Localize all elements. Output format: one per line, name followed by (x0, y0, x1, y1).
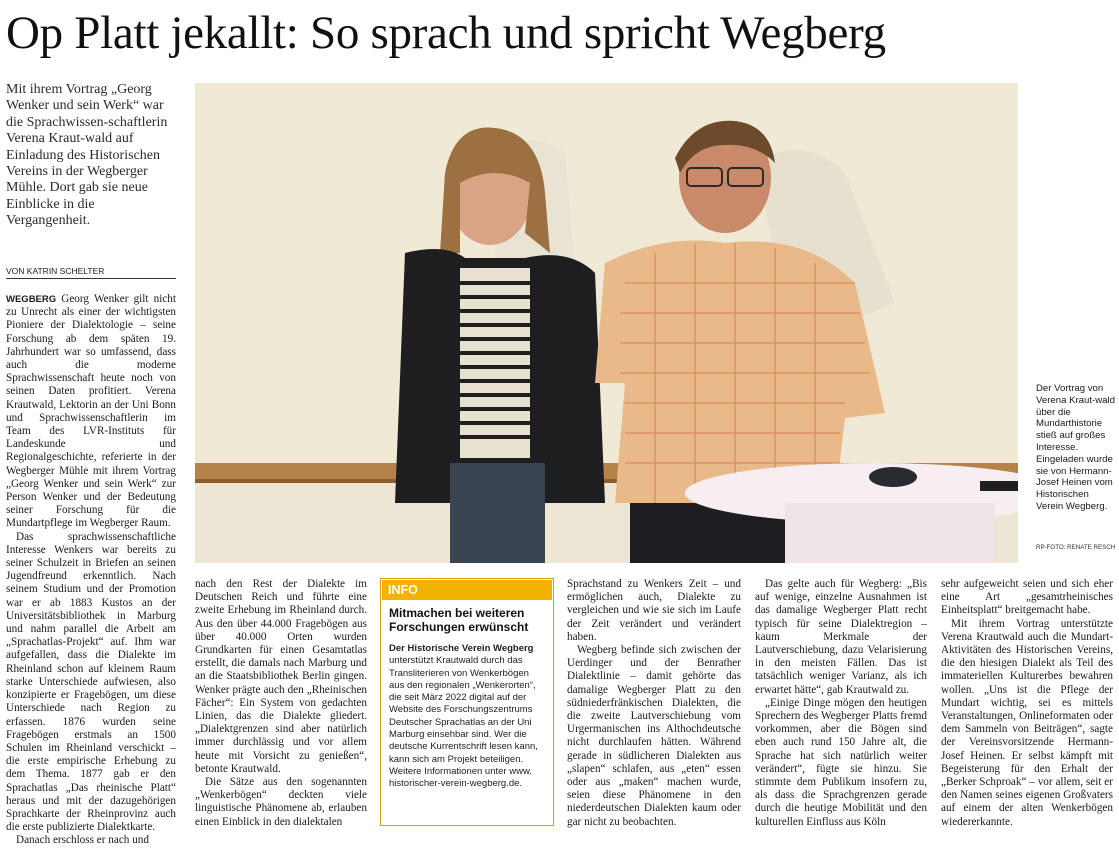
teaser-paragraph: Mit ihrem Vortrag „Georg Wenker und sein Werk“ war die Sprachwissen-schaftlerin Verena Kraut-wald auf Einladung des Historischen Vereins in der Wegberger Mühle. Dort gab sie neue Einblicke in die Vergangenheit. (6, 82, 168, 229)
col4-paragraph-1: Sprachstand zu Wenkers Zeit – und ermöglichen auch, Dialekte zu vergleichen und wie sie sich im Laufe der Zeit verändert und verändert haben. (567, 578, 741, 643)
headline: Op Platt jekallt: So sprach und spricht Wegberg (6, 7, 886, 59)
info-heading: Mitmachen bei weiteren Forschungen erwünscht (389, 606, 529, 634)
col2-paragraph-1: nach den Rest der Dialekte im Deutschen Reich und führte eine zweite Erhebung im Rheinland durch. Aus den über 44.000 Fragebögen aus über 40.000 Orten wurden Grundkarten für einen Gesamtatlas erstellt, die damals nach Marburg und an die Staatsbibliothek Berlin gingen. Wenker prägte auch den „Rheinischen Fächer“: Ein System von gedachten Linien, das die Dialekte gliedert. „Dialektgrenzen sind aber natürlich immer durchlässig und vor allem heute mit Vorsicht zu genießen“, betonte Krautwald. (195, 578, 367, 775)
byline: VON KATRIN SCHELTER (6, 265, 176, 279)
col5-paragraph-2: „Einige Dinge mögen den heutigen Sprechern des Wegberger Platts fremd vorkommen, aber die Bögen sind eben auch rund 150 Jahre alt, die Sprache hat sich natürlich weiter verändert“, fügte sie hinzu. Sie stimmte dem Publikum insofern zu, als dass die Sprachgrenzen gerade durch die heutige Mobilität und den kulturellen Einfluss aus Köln (755, 696, 927, 828)
dateline: WEGBERG (6, 294, 57, 305)
col5-paragraph-1: Das gelte auch für Wegberg: „Bis auf wenige, einzelne Ausnahmen ist das damalige Wegberger Platt recht typisch für seine Dialektregion – kaum Merkmale der Lautverschiebung, dazu Velarisierung in den meisten Fällen. Das ist tatsächlich weniger Varianz, als ich erwartet hätte“, gab Krautwald zu. (755, 578, 927, 696)
info-text: unterstützt Krautwald durch das Transliterieren von Wenkerbögen aus den regionalen „Wenkerorten“, die seit März 2022 digital auf der Website des Forschungszentrums Deutscher Sprachatlas an der Uni Marburg einsehbar sind. Wer die deutsche Kurrentschrift lesen kann, kann sich am Projekt beteiligen. Weitere Informationen unter www. historischer-verein-wegberg.de. (389, 655, 538, 790)
article-photo (195, 83, 1018, 563)
col1-paragraph-2: Das sprachwissenschaftliche Interesse Wenkers war bereits zu seiner Schulzeit in Briefen an seinen Jugendfreund erkenntlich. Nach seinem Studium und der Promotion war er ab 1883 Kustos an der Universitätsbibliothek in Marburg und nahm parallel die Arbeit am „Sprachatlas-Projekt“ auf. Ihm war aufgefallen, dass die Dialekte im Rheinland schon auf kleinem Raum starke Unterschiede aufwiesen, also konzipierte er Fragebögen, um diese Unterschiede nach Region zu erfassen. 1876 wurden seine Fragebögen erstmals an 1500 Schulen im Rheinland verschickt – die erste empirische Erhebung zu dem Thema. 1877 gab er den Sprachatlas „Das rheinische Platt“ heraus und mit der dazugehörigen Sprachkarte der Rheinprovinz auch die erste publizierte Dialektkarte. (6, 530, 176, 834)
article-column-2 (195, 578, 367, 829)
col6-paragraph-2: Mit ihrem Vortrag unterstützte Verena Krautwald auch die Mundart-Aktivitäten des Historischen Vereins, die den hiesigen Dialekt als Teil des immateriellen Kulturerbes bewahren wollen. „Uns ist die Pflege der Mundart wichtig, sei es mittels Veranstaltungen, Onlineformaten oder dem Sammeln von Beiträgen“, sagte der Vereinsvorsitzende Hermann-Josef Heinen. Er selbst kämpft mit Begeisterung für den Erhalt der „Berker Schproak“ – vor allem, seit er den Namen seines eigenen Großvaters auf einem der alten Wenkerbögen wiedererkannte. (941, 617, 1113, 828)
col6-paragraph-1: sehr aufgeweicht seien und sich eher eine Art „gesamtrheinisches Einheitsplatt“ breitgemacht habe. (941, 578, 1113, 617)
article-column-4 (567, 578, 741, 829)
info-label: INFO (382, 580, 552, 600)
photo-credit: RP-FOTO: RENATE RESCH (1036, 544, 1116, 551)
article-column-5 (755, 578, 927, 829)
col2-paragraph-2: Die Sätze aus den sogenannten „Wenkerbögen“ deckten viele linguistische Phänomene ab, erlauben einen Einblick in den dialektalen (195, 776, 367, 828)
photo-caption: Der Vortrag von Verena Kraut-wald über die Mundarthistorie stieß auf großes Interesse. Eingeladen wurde sie von Hermann-Josef Heinen vom Historischen Verein Wegberg. (1036, 383, 1115, 512)
col1-paragraph-1: Georg Wenker gilt nicht zu Unrecht als einer der wichtigsten Pioniere der Dialektologie – seine Forschung ab dem späten 19. Jahrhundert war so umfassend, dass auch die moderne Sprachwissenschaft heute noch von seinen Daten profitiert. Verena Krautwald, Lektorin an der Uni Bonn und Sprachwissenschaftlerin im Team des LVR-Instituts für Landeskunde und Regionalgeschichte, referierte in der Wegberger Mühle mit ihrem Vortrag „Georg Wenker und sein Werk“ zur Person Wenker und der Bedeutung seiner Forschung für die Mundartpflege im Wegberger Raum. (6, 293, 176, 530)
info-lead: Der Historische Verein Wegberg (389, 643, 534, 654)
article-column-6 (941, 578, 1113, 829)
col4-paragraph-2: Wegberg befinde sich zwischen der Uerdinger und der Benrather Dialektlinie – damit gehörte das damalige Wegberger Platt zu den südniederfränkischen Dialekten, die die zweite Lautverschiebung vom Urgermanischen ins Althochdeutsche nicht durchlaufen hätten. Während gerade in südlicheren Dialekten aus „slapen“ schlafen, aus „eten“ essen oder aus „maken“ machen wurde, seien diese Phänomene in den niederdeutschen Dialekten kaum oder gar nicht zu beobachten. (567, 644, 741, 828)
photo-illustration (195, 83, 1018, 563)
article-column-1 (6, 293, 176, 848)
col1-paragraph-3: Danach erschloss er nach und (16, 834, 149, 847)
info-body (381, 634, 553, 791)
info-box (380, 578, 554, 826)
